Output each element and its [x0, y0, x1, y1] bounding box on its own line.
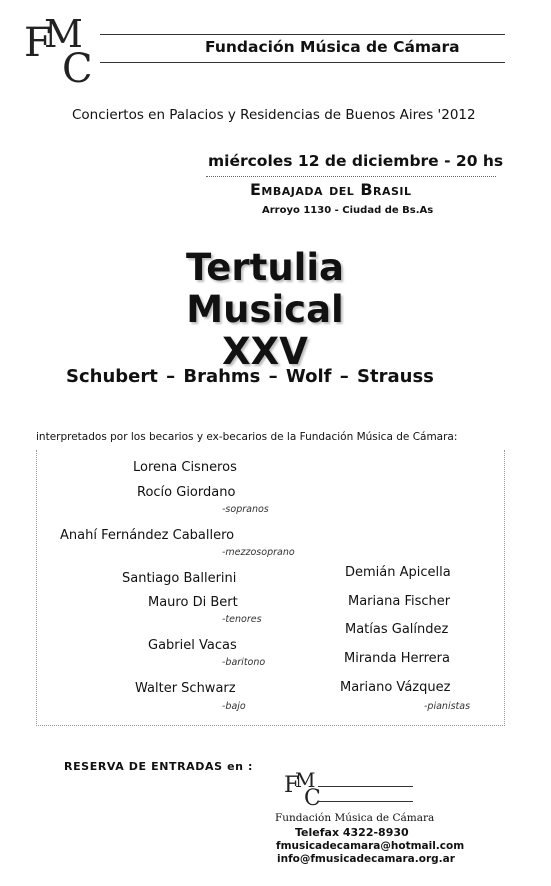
header-rule-bottom: [100, 62, 505, 63]
performer-name: Walter Schwarz: [135, 681, 236, 696]
voice-label: -mezzosoprano: [222, 547, 295, 558]
voice-label: -sopranos: [222, 504, 269, 515]
performers-intro: interpretados por los becarios y ex-becarios de la Fundación Música de Cámara:: [36, 431, 458, 443]
performer-name: Gabriel Vacas: [148, 638, 237, 653]
concert-title: [105, 247, 425, 373]
logo-letter-f: F: [24, 20, 52, 66]
telefax: Telefax 4322-8930: [295, 826, 409, 839]
logo-letter-f: F: [284, 773, 300, 798]
org-name: Fundación Música de Cámara: [205, 38, 460, 56]
venue-name: Embajada del Brasil: [250, 180, 412, 199]
logo-letter-m: M: [44, 12, 83, 56]
performer-name: Rocío Giordano: [137, 485, 236, 500]
footer-fmc-logo: [283, 768, 323, 810]
pianist-name: Demián Apicella: [345, 565, 451, 580]
pianist-name: Matías Galíndez: [345, 622, 449, 637]
pianist-name: Mariana Fischer: [348, 594, 451, 609]
footer-rule-top: [318, 786, 413, 787]
logo-letter-m: M: [295, 768, 316, 792]
pianist-name: Mariano Vázquez: [340, 680, 451, 695]
email-info: info@fmusicadecamara.org.ar: [277, 853, 455, 865]
performer-name: Santiago Ballerini: [122, 571, 237, 586]
email-hotmail: fmusicadecamara@hotmail.com: [276, 840, 465, 852]
reservation-label: RESERVA DE ENTRADAS en :: [64, 760, 253, 773]
voice-label: -tenores: [222, 614, 262, 625]
date-underline: [206, 176, 496, 177]
footer-rule-bottom: [318, 801, 413, 802]
performer-name: Lorena Cisneros: [133, 460, 237, 475]
fmc-logo: [22, 12, 97, 90]
voice-label: -baritono: [222, 657, 266, 668]
series-title: Conciertos en Palacios y Residencias de Buenos Aires '2012: [72, 107, 476, 123]
footer-org-name: Fundación Música de Cámara: [275, 812, 435, 824]
performer-name: Anahí Fernández Caballero: [60, 528, 235, 543]
concert-title-line2: XXV: [222, 330, 308, 373]
performer-name: Mauro Di Bert: [148, 595, 238, 610]
venue-address: Arroyo 1130 - Ciudad de Bs.As: [262, 205, 434, 216]
voice-label: -bajo: [222, 701, 246, 712]
concert-title-line1: Tertulia Musical: [185, 246, 345, 331]
logo-letter-c: C: [304, 786, 321, 811]
composers: Schubert – Brahms – Wolf – Strauss: [66, 366, 434, 387]
header-rule-top: [100, 34, 505, 35]
instrument-label: -pianistas: [424, 701, 471, 712]
logo-letter-c: C: [62, 46, 93, 92]
pianist-name: Miranda Herrera: [344, 651, 450, 666]
event-date: miércoles 12 de diciembre - 20 hs: [208, 152, 504, 170]
